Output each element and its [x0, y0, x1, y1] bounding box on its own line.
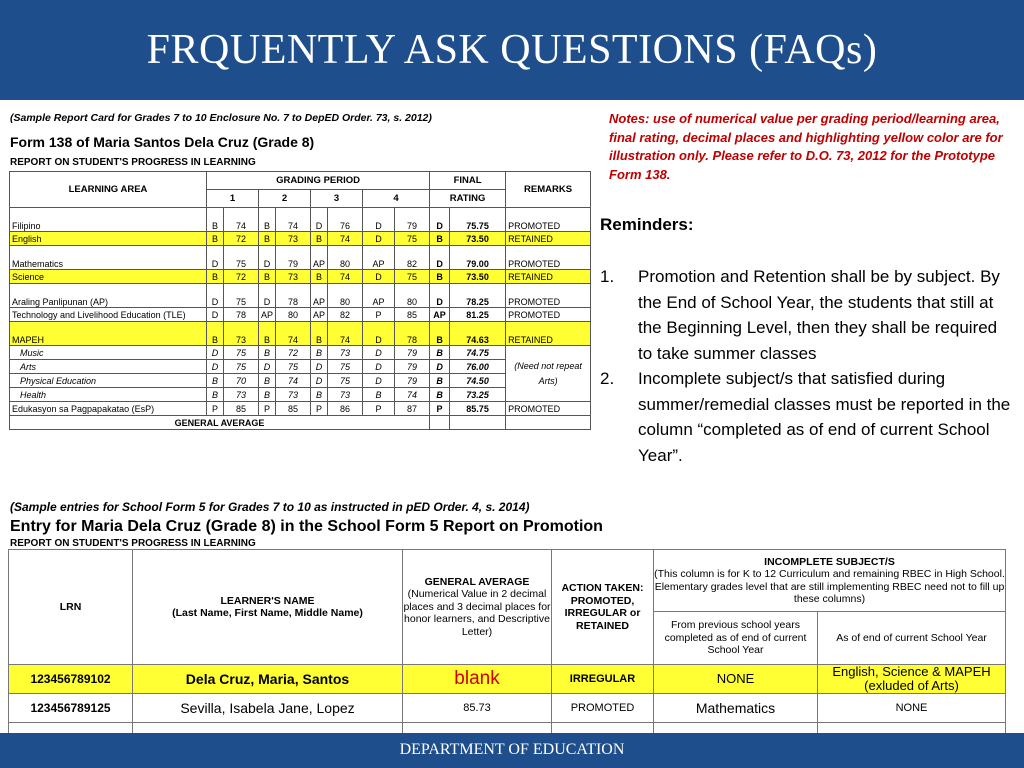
grade-value: 75: [328, 360, 363, 374]
final-rating: 74.50: [450, 374, 506, 388]
remarks-cell: PROMOTED: [506, 208, 591, 232]
grade-value: 80: [328, 284, 363, 308]
grade-value: 79: [395, 208, 430, 232]
table-row: [10, 388, 591, 402]
incomplete-previous-cell: NONE: [654, 665, 818, 694]
remarks-cell: RETAINED: [506, 232, 591, 246]
grade-letter: AP: [311, 284, 328, 308]
sf5-caption: (Sample entries for School Form 5 for Grades 7 to 10 as instructed in pED Order. 4, s. 2014): [10, 500, 530, 514]
final-rating: 74.63: [450, 322, 506, 346]
final-letter: B: [430, 232, 450, 246]
grade-letter: B: [311, 388, 328, 402]
grade-letter: D: [259, 360, 276, 374]
reminder-item: [600, 366, 1015, 468]
grade-value: 75: [224, 346, 259, 360]
final-rating: 85.75: [450, 402, 506, 416]
grade-letter: P: [207, 402, 224, 416]
grade-value: 80: [276, 308, 311, 322]
final-rating: 74.75: [450, 346, 506, 360]
lrn-cell: 123456789102: [9, 665, 133, 694]
grade-letter: B: [207, 270, 224, 284]
learning-area-cell: Edukasyon sa Pagpapakatao (EsP): [10, 402, 207, 416]
final-rating: 78.25: [450, 284, 506, 308]
grade-value: 72: [276, 346, 311, 360]
header-remarks: REMARKS: [506, 172, 591, 208]
header-grading-period: GRADING PERIOD: [207, 172, 430, 190]
header-learning-area: LEARNING AREA: [10, 172, 207, 208]
general-average-remarks: [506, 416, 591, 430]
footer-text: DEPARTMENT OF EDUCATION: [399, 741, 625, 758]
grade-value: 74: [328, 322, 363, 346]
grade-value: 74: [328, 232, 363, 246]
grade-letter: P: [259, 402, 276, 416]
grade-value: 72: [224, 270, 259, 284]
header-period-3: 3: [311, 190, 363, 208]
reminder-number: 1.: [600, 267, 615, 286]
grade-letter: B: [311, 322, 328, 346]
grade-letter: AP: [311, 246, 328, 270]
reminder-text: Incomplete subject/s that satisfied during summer/remedial classes must be reported in the column “completed as of end of current School Year”.: [638, 369, 1011, 465]
header-general-average-sub: (Numerical Value in 2 decimal places and 3 decimal places for honor learners, and Descriptive Letter): [403, 588, 551, 638]
header-period-1: 1: [207, 190, 259, 208]
grade-value: 78: [395, 322, 430, 346]
reminder-text: Promotion and Retention shall be by subject. By the End of School Year, the students that still at the Beginning Level, then they shall be required to take summer classes: [638, 267, 1000, 363]
header-learner-name-sub: (Last Name, First Name, Middle Name): [172, 607, 363, 619]
final-rating: 73.50: [450, 232, 506, 246]
action-taken-cell: IRREGULAR: [552, 665, 654, 694]
incomplete-previous-cell: Mathematics: [654, 694, 818, 723]
final-letter: P: [430, 402, 450, 416]
grade-letter: B: [311, 232, 328, 246]
grade-letter: B: [311, 270, 328, 284]
final-letter: D: [430, 360, 450, 374]
mapeh-remark: (Need not repeat Arts): [506, 346, 591, 402]
final-letter: B: [430, 322, 450, 346]
slide-title: FRQUENTLY ASK QUESTIONS (FAQs): [146, 27, 878, 73]
final-letter: D: [430, 208, 450, 232]
lrn-cell: 123456789125: [9, 694, 133, 723]
grade-letter: B: [259, 322, 276, 346]
learning-area-cell: Science: [10, 270, 207, 284]
grade-value: 85: [395, 308, 430, 322]
header-incomplete-label: INCOMPLETE SUBJECT/S: [764, 555, 895, 568]
sf5-table: [8, 549, 1006, 737]
grade-value: 75: [395, 232, 430, 246]
table-row: [10, 374, 591, 388]
grade-value: 75: [276, 360, 311, 374]
grade-letter: P: [311, 402, 328, 416]
reminders-list: [600, 264, 1015, 468]
header-final: FINAL: [430, 172, 506, 190]
learning-area-cell: Filipino: [10, 208, 207, 232]
grade-letter: D: [363, 360, 395, 374]
grade-letter: B: [207, 388, 224, 402]
learning-area-cell: MAPEH: [10, 322, 207, 346]
grade-letter: D: [363, 374, 395, 388]
learning-area-cell: Arts: [10, 360, 207, 374]
grade-value: 79: [276, 246, 311, 270]
grade-value: 73: [276, 270, 311, 284]
header-incomplete-subjects: [654, 550, 1006, 612]
final-rating: 73.50: [450, 270, 506, 284]
final-letter: AP: [430, 308, 450, 322]
general-average-label: GENERAL AVERAGE: [10, 416, 430, 430]
grade-value: 74: [328, 270, 363, 284]
grade-letter: D: [207, 246, 224, 270]
final-rating: 75.75: [450, 208, 506, 232]
grade-letter: B: [363, 388, 395, 402]
grade-letter: AP: [259, 308, 276, 322]
header-action-taken: ACTION TAKEN: PROMOTED, IRREGULAR or RETAINED: [552, 550, 654, 665]
grade-value: 73: [276, 232, 311, 246]
table-row: [10, 322, 591, 346]
general-average-cell: blank: [403, 665, 552, 694]
grade-letter: B: [207, 322, 224, 346]
grade-value: 74: [276, 322, 311, 346]
grade-value: 78: [224, 308, 259, 322]
grade-value: 79: [395, 360, 430, 374]
grade-letter: AP: [311, 308, 328, 322]
remarks-cell: PROMOTED: [506, 402, 591, 416]
grade-value: 73: [328, 346, 363, 360]
grade-value: 82: [328, 308, 363, 322]
header-general-average: [403, 550, 552, 665]
form138-table: [9, 171, 591, 430]
learning-area-cell: English: [10, 232, 207, 246]
final-letter: B: [430, 388, 450, 402]
grade-value: 75: [224, 360, 259, 374]
header-incomplete-previous: From previous school years completed as of end of current School Year: [654, 612, 818, 665]
grade-value: 85: [224, 402, 259, 416]
grade-letter: D: [259, 284, 276, 308]
learning-area-cell: Technology and Livelihood Education (TLE): [10, 308, 207, 322]
grade-value: 73: [224, 388, 259, 402]
form138-header-row: [10, 172, 591, 190]
grade-value: 85: [276, 402, 311, 416]
grade-letter: B: [259, 208, 276, 232]
grade-letter: D: [207, 360, 224, 374]
form138-caption: (Sample Report Card for Grades 7 to 10 Enclosure No. 7 to DepED Order. 73, s. 2012): [10, 112, 432, 124]
grade-letter: P: [363, 402, 395, 416]
header-period-2: 2: [259, 190, 311, 208]
header-period-4: 4: [363, 190, 430, 208]
table-row: [10, 284, 591, 308]
grade-letter: AP: [363, 284, 395, 308]
grade-value: 80: [395, 284, 430, 308]
general-average-letter: [430, 416, 450, 430]
slide-header: [0, 0, 1024, 100]
grade-letter: B: [259, 270, 276, 284]
grade-value: 74: [395, 388, 430, 402]
remarks-cell: RETAINED: [506, 270, 591, 284]
header-incomplete-sub: (This column is for K to 12 Curriculum and remaining RBEC in High School. Elementary grades level that are still implementing RBEC need not to fill up these columns): [654, 568, 1005, 605]
general-average-row: [10, 416, 591, 430]
grade-value: 76: [328, 208, 363, 232]
final-rating: 73.25: [450, 388, 506, 402]
grade-value: 75: [224, 246, 259, 270]
grade-letter: D: [311, 360, 328, 374]
table-row: [10, 360, 591, 374]
sf5-header-row: [9, 550, 1006, 612]
table-row: [10, 208, 591, 232]
grade-value: 73: [276, 388, 311, 402]
header-learner-name-label: LEARNER'S NAME: [220, 594, 315, 607]
table-row: [10, 308, 591, 322]
grade-value: 73: [328, 388, 363, 402]
grade-letter: D: [363, 270, 395, 284]
grade-letter: P: [363, 308, 395, 322]
grade-letter: B: [207, 208, 224, 232]
table-row: [9, 694, 1006, 723]
header-learner-name: [133, 550, 403, 665]
grade-value: 75: [328, 374, 363, 388]
grade-value: 86: [328, 402, 363, 416]
grade-letter: D: [363, 232, 395, 246]
grade-letter: B: [259, 346, 276, 360]
grade-value: 74: [224, 208, 259, 232]
grade-letter: AP: [363, 246, 395, 270]
header-lrn: LRN: [9, 550, 133, 665]
grade-letter: D: [363, 346, 395, 360]
incomplete-current-cell: English, Science & MAPEH (exluded of Arts): [818, 665, 1006, 694]
grade-letter: B: [311, 346, 328, 360]
grade-letter: D: [207, 284, 224, 308]
header-incomplete-current: As of end of current School Year: [818, 612, 1006, 665]
grade-value: 79: [395, 374, 430, 388]
reminder-number: 2.: [600, 369, 615, 388]
grade-value: 80: [328, 246, 363, 270]
final-rating: 81.25: [450, 308, 506, 322]
final-rating: 76.00: [450, 360, 506, 374]
learning-area-cell: Music: [10, 346, 207, 360]
grade-value: 75: [395, 270, 430, 284]
table-row: [10, 246, 591, 270]
grade-value: 74: [276, 208, 311, 232]
header-general-average-label: GENERAL AVERAGE: [424, 575, 530, 588]
learner-name-cell: Sevilla, Isabela Jane, Lopez: [133, 694, 403, 723]
grade-letter: D: [363, 208, 395, 232]
grade-letter: D: [363, 322, 395, 346]
table-row: [10, 270, 591, 284]
grade-value: 75: [224, 284, 259, 308]
grade-value: 72: [224, 232, 259, 246]
remarks-cell: PROMOTED: [506, 284, 591, 308]
grade-letter: B: [207, 232, 224, 246]
action-taken-cell: PROMOTED: [552, 694, 654, 723]
reminder-item: [600, 264, 1015, 366]
grade-value: 70: [224, 374, 259, 388]
remarks-cell: RETAINED: [506, 322, 591, 346]
form138-subtitle: REPORT ON STUDENT'S PROGRESS IN LEARNING: [10, 157, 256, 168]
learning-area-cell: Physical Education: [10, 374, 207, 388]
grade-letter: D: [311, 374, 328, 388]
sf5-title: Entry for Maria Dela Cruz (Grade 8) in the School Form 5 Report on Promotion: [10, 518, 603, 535]
grade-letter: D: [259, 246, 276, 270]
grade-value: 82: [395, 246, 430, 270]
grade-letter: B: [207, 374, 224, 388]
final-rating: 79.00: [450, 246, 506, 270]
grade-value: 73: [224, 322, 259, 346]
remarks-cell: PROMOTED: [506, 308, 591, 322]
learning-area-cell: Mathematics: [10, 246, 207, 270]
grade-value: 74: [276, 374, 311, 388]
final-letter: D: [430, 284, 450, 308]
learner-name-cell: Dela Cruz, Maria, Santos: [133, 665, 403, 694]
form138-title: Form 138 of Maria Santos Dela Cruz (Grade 8): [10, 134, 315, 150]
grade-letter: D: [207, 346, 224, 360]
grade-letter: D: [311, 208, 328, 232]
table-row: [10, 346, 591, 360]
grade-value: 78: [276, 284, 311, 308]
reminders-title: Reminders:: [600, 215, 694, 234]
final-letter: D: [430, 246, 450, 270]
learning-area-cell: Health: [10, 388, 207, 402]
sf5-subtitle: REPORT ON STUDENT'S PROGRESS IN LEARNING: [10, 538, 256, 549]
general-average-value: [450, 416, 506, 430]
table-row: [10, 232, 591, 246]
grade-letter: B: [259, 232, 276, 246]
final-letter: B: [430, 374, 450, 388]
grade-letter: B: [259, 388, 276, 402]
final-letter: B: [430, 346, 450, 360]
remarks-cell: PROMOTED: [506, 246, 591, 270]
slide-footer: [0, 733, 1024, 768]
table-row: [10, 402, 591, 416]
final-letter: B: [430, 270, 450, 284]
grade-value: 87: [395, 402, 430, 416]
grade-value: 79: [395, 346, 430, 360]
grade-letter: D: [207, 308, 224, 322]
general-average-cell: 85.73: [403, 694, 552, 723]
header-rating: RATING: [430, 190, 506, 208]
incomplete-current-cell: NONE: [818, 694, 1006, 723]
notes-text: Notes: use of numerical value per grading period/learning area, final rating, decimal places and highlighting yellow color are for illustration only. Please refer to D.O. 73, 2012 for the Prototype Form 138.: [609, 111, 1003, 182]
grade-letter: B: [259, 374, 276, 388]
table-row: [9, 665, 1006, 694]
learning-area-cell: Araling Panlipunan (AP): [10, 284, 207, 308]
